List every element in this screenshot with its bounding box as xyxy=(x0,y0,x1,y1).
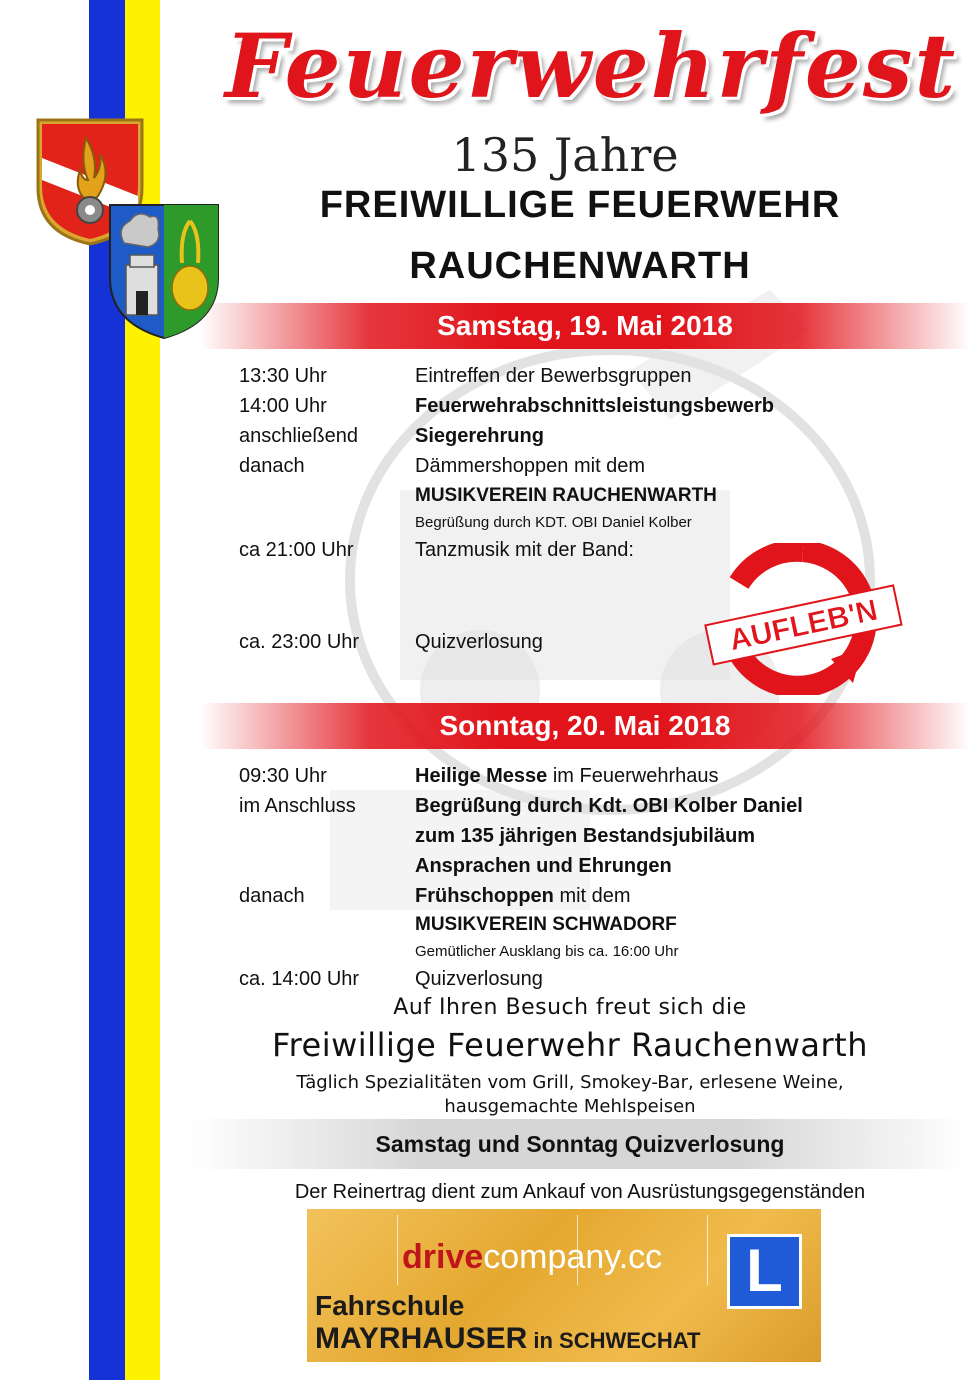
org-name-line1: FREIWILLIGE FEUERWEHR xyxy=(319,184,841,226)
thanks-line1: Auf Ihren Besuch freut sich die xyxy=(393,995,747,1020)
learner-l-icon: L xyxy=(727,1234,802,1309)
sponsor-name: MAYRHAUSER xyxy=(315,1322,528,1355)
schedule-text-bold: Heilige Messe xyxy=(415,765,548,787)
schedule-text: MUSIKVEREIN SCHWADORF xyxy=(415,914,677,935)
schedule-text: MUSIKVEREIN RAUCHENWARTH xyxy=(415,485,717,506)
ad-divider xyxy=(397,1215,398,1285)
schedule-text-bold: Frühschoppen xyxy=(415,885,554,907)
org-name-line2: RAUCHENWARTH xyxy=(409,245,751,287)
schedule-text: Dämmershoppen mit dem xyxy=(415,455,646,477)
schedule-time: ca. 23:00 Uhr xyxy=(239,631,360,653)
specialties-line2: hausgemachte Mehlspeisen xyxy=(444,1096,696,1117)
sponsor-ad xyxy=(307,1209,821,1362)
schedule-text: Eintreffen der Bewerbsgruppen xyxy=(415,365,692,387)
schedule-text: Siegerehrung xyxy=(415,425,544,447)
schedule-time: anschließend xyxy=(239,425,358,447)
sponsor-in: in xyxy=(527,1328,560,1353)
specialties xyxy=(230,1071,910,1119)
schedule-text: Quizverlosung xyxy=(415,968,543,990)
schedule-text: zum 135 jährigen Bestandsjubiläum xyxy=(415,825,756,847)
schedule-text: Tanzmusik mit der Band: xyxy=(415,539,634,561)
sponsor-brand-company: company.cc xyxy=(483,1238,663,1276)
schedule-text: Feuerwehrabschnittsleistungsbewerb xyxy=(415,395,774,417)
sponsor-brand xyxy=(402,1237,662,1277)
thanks-line2: Freiwillige Feuerwehr Rauchenwarth xyxy=(272,1026,868,1064)
schedule-time: ca. 14:00 Uhr xyxy=(239,968,360,990)
purpose-text: Der Reinertrag dient zum Ankauf von Ausrüstungsgegenständen xyxy=(294,1181,866,1203)
band-logo-text: AUFLEB'N xyxy=(726,593,881,658)
schedule-text-rest: im Feuerwehrhaus xyxy=(547,765,719,787)
schedule-text xyxy=(415,762,895,790)
schedule-text: Quizverlosung xyxy=(415,631,543,653)
schedule-time: im Anschluss xyxy=(239,795,356,817)
schedule-time: 13:30 Uhr xyxy=(239,365,327,387)
quiz-text: Samstag und Sonntag Quizverlosung xyxy=(375,1131,785,1157)
ad-divider xyxy=(707,1215,708,1285)
schedule-text: Ansprachen und Ehrungen xyxy=(415,855,672,877)
schedule-time: ca 21:00 Uhr xyxy=(239,539,354,561)
sunday-heading-band xyxy=(200,703,970,749)
schedule-time: danach xyxy=(239,455,305,477)
quiz-band xyxy=(190,1119,970,1169)
specialties-line1: Täglich Spezialitäten vom Grill, Smokey-Bar, erlesene Weine, xyxy=(296,1072,844,1093)
sponsor-line2 xyxy=(315,1321,700,1359)
band-logo xyxy=(703,543,903,695)
schedule-text: Begrüßung durch KDT. OBI Daniel Kolber xyxy=(415,514,692,531)
sunday-heading: Sonntag, 20. Mai 2018 xyxy=(439,710,731,741)
sponsor-line1: Fahrschule xyxy=(315,1290,465,1321)
saturday-heading-band xyxy=(200,303,970,349)
sponsor-brand-drive: drive xyxy=(402,1238,484,1276)
schedule-time: 14:00 Uhr xyxy=(239,395,327,417)
schedule-time: 09:30 Uhr xyxy=(239,765,327,787)
anniversary-years: 135 Jahre xyxy=(451,128,679,182)
schedule-text xyxy=(415,882,895,910)
schedule-time: danach xyxy=(239,885,305,907)
saturday-heading: Samstag, 19. Mai 2018 xyxy=(437,310,733,341)
schedule-text: Begrüßung durch Kdt. OBI Kolber Daniel xyxy=(415,795,803,817)
schedule-text-rest: mit dem xyxy=(553,885,631,907)
schedule-text: Gemütlicher Ausklang bis ca. 16:00 Uhr xyxy=(415,943,679,960)
event-title: Feuerwehrfest xyxy=(225,14,958,118)
sponsor-city: SCHWECHAT xyxy=(559,1328,701,1353)
